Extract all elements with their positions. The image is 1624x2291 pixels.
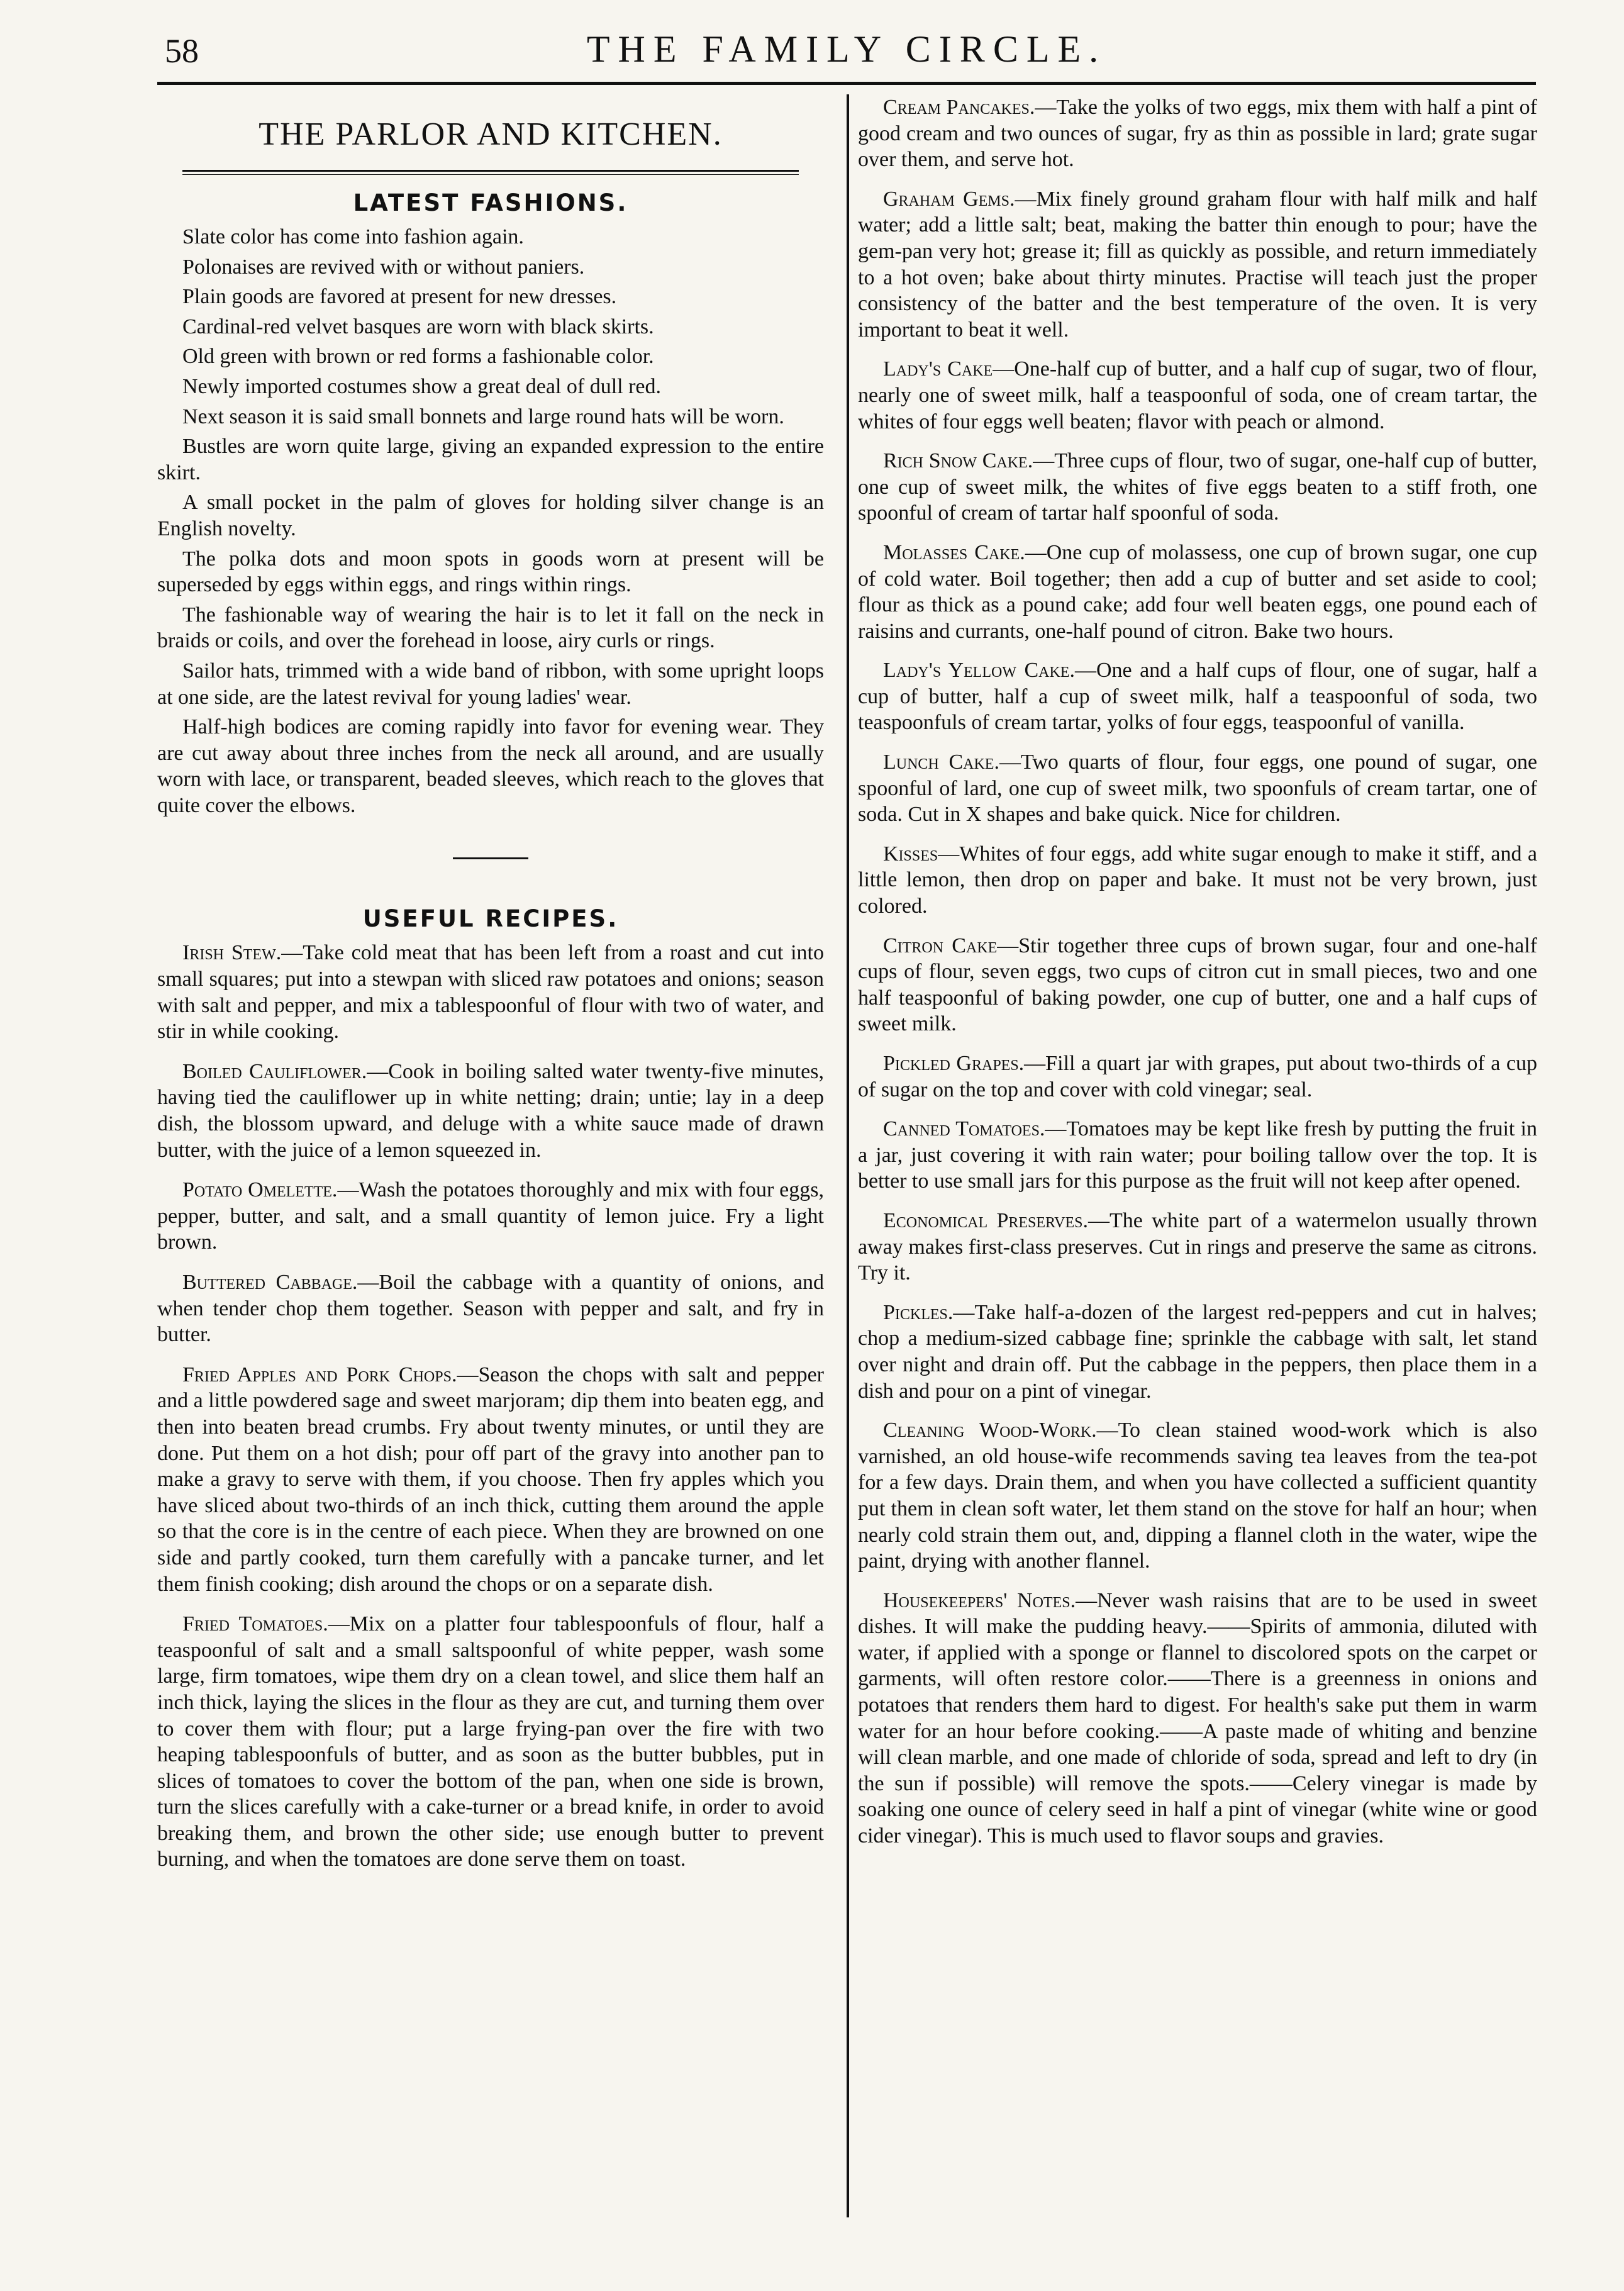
recipe [858,1300,1537,1404]
recipe-name: Citron Cake [883,934,998,957]
fashion-item: Polonaises are revived with or without paniers. [182,255,585,279]
recipe-text: —Take the yolks of two eggs, mix them with half a pint of good cream and two ounces of sugar, fry as thin as possible in lard; grate sugar over them, and serve hot. [858,96,1537,172]
recipe-name: Pickled Grapes. [883,1052,1025,1075]
left-recipes [157,940,824,1873]
recipe-text: —Take half-a-dozen of the largest red-peppers and cut in halves; chop a medium-sized cabbage fine; sprinkle the cabbage with salt, let stand over night and drain off. Put the cabbage in the peppers, then place them in a dish and pour on a pint of vinegar. [858,1300,1537,1403]
recipe-text: —Wash the potatoes thoroughly and mix with four eggs, pepper, butter, and salt, and a small quantity of lemon juice. Fry a light brown. [157,1178,824,1254]
recipe-text: —Mix finely ground graham flour with half milk and half water; add a little salt; beat, making the batter thin enough to pour; have the gem-pan very hot; grease it; fill as quickly as possible, and return immediately to a hot oven; bake about thirty minutes. Practise will teach just the proper consistency of the batter and the best temperature of the oven. It is very important to beat it well. [858,187,1537,342]
section-title: THE PARLOR AND KITCHEN. [259,116,723,152]
recipe [157,1611,824,1873]
recipe-text: —Stir together three cups of brown sugar, four and one-half cups of flour, seven eggs, two cups of citron cut in small pieces, two and one half teaspoonful of baking powder, one cup of butter, one and a half cups of sweet milk. [858,934,1537,1036]
fashion-item: Bustles are worn quite large, giving an expanded expression to the entire skirt. [157,435,824,484]
recipe-name: Rich Snow Cake. [883,449,1033,473]
recipe [858,841,1537,920]
recipe-name: Graham Gems. [883,187,1015,211]
recipe [157,940,824,1044]
recipe-name: Lady's Cake [883,357,993,381]
recipe [157,1177,824,1256]
recipe-text: —Cook in boiling salted water twenty-five minutes, having tied the cauliflower up in white netting; drain; untie; lay in a deep dish, the blossom upward, and deluge with a white sauce made of drawn butter, with the juice of a lemon squeezed in. [157,1059,825,1162]
recipe-name: Cream Pancakes. [883,96,1035,119]
recipe-text: —One cup of molassess, one cup of brown sugar, one cup of cold water. Boil together; then add a cup of butter and set aside to cool; flour as thick as a pound cake; add four well beaten eggs, one pound each of raisins and currants, one-half pound of citron. Bake two hours. [858,540,1537,643]
fashion-item: Half-high bodices are coming rapidly into favor for evening wear. They are cut away about three inches from the neck all around, and are usually worn with lace, or transparent, beaded sleeves, which reach to the gloves that quite cover the elbows. [157,715,824,817]
column-divider [847,94,849,2217]
recipe [858,1588,1537,1849]
recipe-name: Cleaning Wood-Work. [883,1419,1097,1442]
recipe-name: Economical Preserves. [883,1208,1088,1232]
recipe-text: —Never wash raisins that are to be used in sweet dishes. It will make the pudding heavy.——Spirits of ammonia, diluted with water, if applied with a sponge or flannel to discolored spots on the carpet or garments, will often restore color.——There is a greenness in onions and potatoes that renders them hard to digest. For health's sake put them in warm water for an hour before cooking.——A paste made of whiting and benzine will clean marble, and one made of chloride of soda, spread and left to dry (in the sun if possible) will remove the spots.——Celery vinegar is made by soaking one ounce of celery seed in half a pint of vinegar (white wine or good cider vinegar). This is much used to flavor soups and gravies. [858,1588,1537,1848]
recipe [858,540,1537,644]
recipe-name: Lunch Cake. [883,750,999,774]
fashion-item: Slate color has come into fashion again. [182,225,524,248]
fashion-item: Newly imported costumes show a great deal of dull red. [182,374,662,398]
recipe-name: Molasses Cake. [883,540,1025,564]
left-column [157,94,824,1887]
recipe [858,448,1537,527]
recipe-name: Potato Omelette. [182,1178,338,1202]
running-head [157,25,1536,85]
recipe [157,1059,824,1163]
recipe [858,1208,1537,1286]
recipe-text: —Season the chops with salt and pepper and a little powdered sage and sweet marjoram; dip them into beaten egg, and then into beaten bread crumbs. Fry about twenty minutes, or until they are done. Put them on a hot dish; pour off part of the gravy into another pan to make a gravy to serve with them, if you choose. Then fry apples which you have sliced about two-thirds of an inch thick, cutting them around the apple so that the core is in the centre of each piece. When they are browned on one side and partly cooked, turn them carefully with a pancake turner, and let them finish cooking; dish around the chops or on a separate dish. [157,1363,825,1596]
fashion-item: A small pocket in the palm of gloves for holding silver change is an English novelty. [157,491,824,540]
recipe [858,94,1537,173]
recipe-name: Canned Tomatoes. [883,1117,1045,1141]
recipe [858,1417,1537,1575]
recipe [157,1269,824,1348]
recipe [858,749,1537,828]
recipe-text: —Boil the cabbage with a quantity of onions, and when tender chop them together. Season with pepper and salt, and fry in butter. [157,1271,825,1347]
recipe-name: Irish Stew. [182,941,282,965]
fashion-item: Sailor hats, trimmed with a wide band of ribbon, with some upright loops at one side, are the latest revival for young ladies' wear. [157,659,824,709]
recipe-name: Buttered Cabbage. [182,1271,358,1294]
recipe-text: —To clean stained wood-work which is also varnished, an old house-wife recommends saving tea leaves from the tea-pot for a few days. Drain them, and when you have collected a sufficient quantity put them in clean soft water, let them stand on the stove for half an hour; when nearly cold strain them out, and, dipping a flannel cloth in the water, wipe the paint, drying with another flannel. [858,1419,1537,1573]
recipe-text: —One and a half cups of flour, one of sugar, half a cup of butter, half a cup of sweet milk, half a teaspoonful of soda, two teaspoonfuls of cream tartar, yolks of four eggs, teaspoonful of vanilla. [858,659,1537,735]
recipe-name: Lady's Yellow Cake. [883,659,1075,683]
fashion-item: Plain goods are favored at present for new dresses. [182,285,617,309]
fashions-list [157,224,824,818]
right-column [858,94,1537,1863]
fashion-item: Old green with brown or red forms a fashionable color. [182,345,654,369]
recipe-name: Fried Tomatoes. [182,1612,328,1636]
recipe-text: —Tomatoes may be kept like fresh by putting the fruit in a jar, just covering it with rain water; pour boiling tallow over the top. It is better to use small jars for this purpose as the fruit will not keep after opened. [858,1117,1537,1193]
recipes-heading: USEFUL RECIPES. [362,905,619,933]
recipe-name: Fried Apples and Pork Chops. [182,1363,457,1386]
fashion-item: Next season it is said small bonnets and large round hats will be worn. [182,404,784,428]
section-divider [453,857,528,859]
recipe-name: Pickles. [883,1300,954,1324]
recipe [858,1116,1537,1195]
recipe-text: —One-half cup of butter, and a half cup of sugar, two of flour, nearly one of sweet milk, half a teaspoonful of soda, one of cream tartar, the whites of four eggs well beaten; flavor with peach or almond. [858,357,1537,433]
recipe-text: —Two quarts of flour, four eggs, one pound of sugar, one spoonful of lard, one cup of sweet milk, two spoonfuls of cream tartar, one of soda. Cut in X shapes and bake quick. Nice for children. [858,750,1537,827]
page-number: 58 [165,32,199,70]
recipe [858,356,1537,435]
recipe-name: Kisses [883,842,938,866]
recipe-text: —Take cold meat that has been left from a roast and cut into small squares; put into a stewpan with sliced raw potatoes and onions; season with salt and pepper, and mix a tablespoonful of flour with two of water, and stir in while cooking. [157,941,824,1044]
fashion-item: The polka dots and moon spots in goods worn at present will be superseded by eggs within eggs, and rings within rings. [157,547,824,597]
recipe-text: —Fill a quart jar with grapes, put about two-thirds of a cup of sugar on the top and cover with cold vinegar; seal. [858,1052,1537,1101]
fashions-heading: LATEST FASHIONS. [353,189,628,216]
recipe-text: —Three cups of flour, two of sugar, one-half cup of butter, one cup of sweet milk, the whites of five eggs beaten to a stiff froth, one spoonful of cream of tartar half spoonful of soda. [858,449,1537,525]
recipe [858,657,1537,736]
fashion-item: The fashionable way of wearing the hair is to let it fall on the neck in braids or coils, and over the forehead in loose, airy curls or rings. [157,603,824,653]
recipe-text: —Whites of four eggs, add white sugar enough to make it stiff, and a little lemon, then drop on paper and bake. It must not be very brown, just colored. [858,842,1537,918]
journal-title: THE FAMILY CIRCLE. [586,28,1107,70]
recipe [858,186,1537,343]
fashion-item: Cardinal-red velvet basques are worn with black skirts. [182,315,654,338]
title-rule [182,170,799,175]
recipe-name: Housekeepers' Notes. [883,1588,1076,1612]
recipe [157,1362,824,1597]
recipe-text: —Mix on a platter four tablespoonfuls of flour, half a teaspoonful of salt and a small saltspoonful of white pepper, wash some large, firm tomatoes, wipe them dry on a clean towel, and slice them half an inch thick, laying the slices in the flour as they are cut, and turning them over to cover them with flour; put a large frying-pan over the fire with two heaping tablespoonfuls of butter, and as soon as the butter bubbles, put in slices of tomatoes to cover the bottom of the pan, when one side is brown, turn the slices carefully with a cake-turner or a bread knife, in order to avoid breaking them, and brown the other side; use enough butter to prevent burning, and when the tomatoes are done serve them on toast. [157,1612,824,1871]
recipe [858,933,1537,1037]
recipe-text: —The white part of a watermelon usually thrown away makes first-class preserves. Cut in rings and preserve the same as citrons. Try it. [858,1208,1537,1285]
recipe-name: Boiled Cauliflower. [182,1059,367,1083]
recipe [858,1051,1537,1103]
